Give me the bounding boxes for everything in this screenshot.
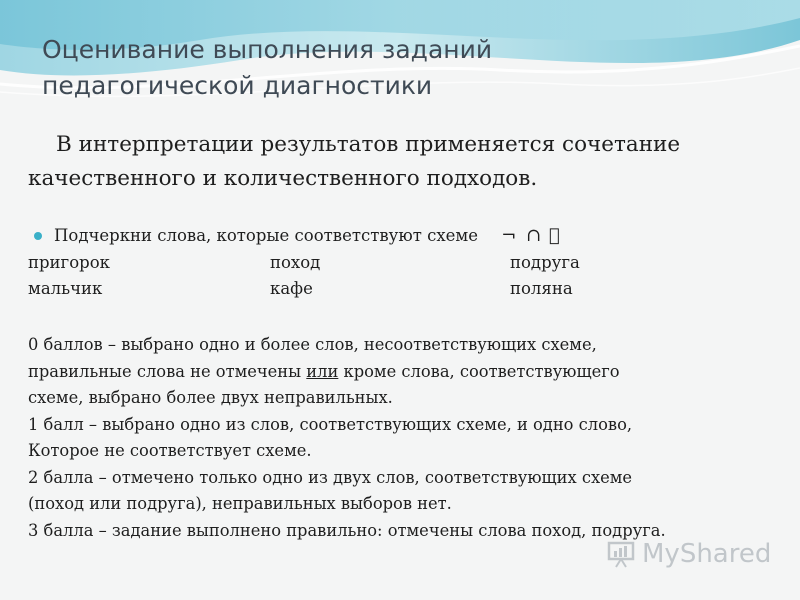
word-option: кафе bbox=[270, 279, 313, 298]
word-option: поляна bbox=[510, 279, 573, 298]
slide-title bbox=[42, 32, 762, 104]
criteria-line: 3 балла – задание выполнено правильно: отмечены слова поход, подруга. bbox=[28, 520, 666, 540]
word-option: мальчик bbox=[28, 279, 103, 298]
task-instruction bbox=[28, 222, 778, 250]
bullet-dot-icon bbox=[34, 232, 42, 240]
intro-line-1: В интерпретации результатов применяется сочетание bbox=[56, 132, 681, 157]
criteria-line: схеме, выбрано более двух неправильных. bbox=[28, 388, 393, 407]
criteria-line: (поход или подруга), неправильных выборов нет. bbox=[28, 494, 452, 513]
criteria-line: 1 балл – выбрано одно из слов, соответствующих схеме, и одно слово, bbox=[28, 414, 633, 434]
word-option: подруга bbox=[510, 253, 580, 272]
word-option: пригорок bbox=[28, 253, 110, 272]
word-option: поход bbox=[270, 253, 321, 272]
slide-title-line-1: Оценивание выполнения заданий bbox=[42, 35, 493, 64]
slide-title-line-2: педагогической диагностики bbox=[42, 71, 433, 100]
criteria-line bbox=[28, 359, 778, 386]
criteria-line: 2 балла – отмечено только одно из двух слов, соответствующих схеме bbox=[28, 467, 633, 487]
watermark-text: MyShared bbox=[642, 539, 772, 569]
criteria-line: Которое не соответствует схеме. bbox=[28, 441, 312, 460]
intro-line-2: качественного и количественного подходов. bbox=[28, 166, 538, 191]
words-row-1 bbox=[28, 250, 778, 276]
scoring-criteria bbox=[28, 332, 778, 544]
task-instruction-text: Подчеркни слова, которые соответствуют схеме bbox=[54, 226, 478, 245]
criteria-underlined-word: или bbox=[306, 361, 339, 381]
task-block bbox=[28, 222, 778, 302]
intro-paragraph bbox=[28, 128, 768, 196]
watermark bbox=[606, 536, 771, 572]
presentation-chart-icon bbox=[606, 539, 636, 569]
word-scheme-symbols: ¬ ∩ ⃞ bbox=[501, 225, 562, 246]
criteria-line: 0 баллов – выбрано одно и более слов, несоответствующих схеме, bbox=[28, 335, 597, 354]
words-row-2 bbox=[28, 276, 778, 302]
criteria-text: кроме слова, соответствующего bbox=[338, 361, 620, 381]
criteria-text: правильные слова не отмечены bbox=[28, 361, 307, 381]
